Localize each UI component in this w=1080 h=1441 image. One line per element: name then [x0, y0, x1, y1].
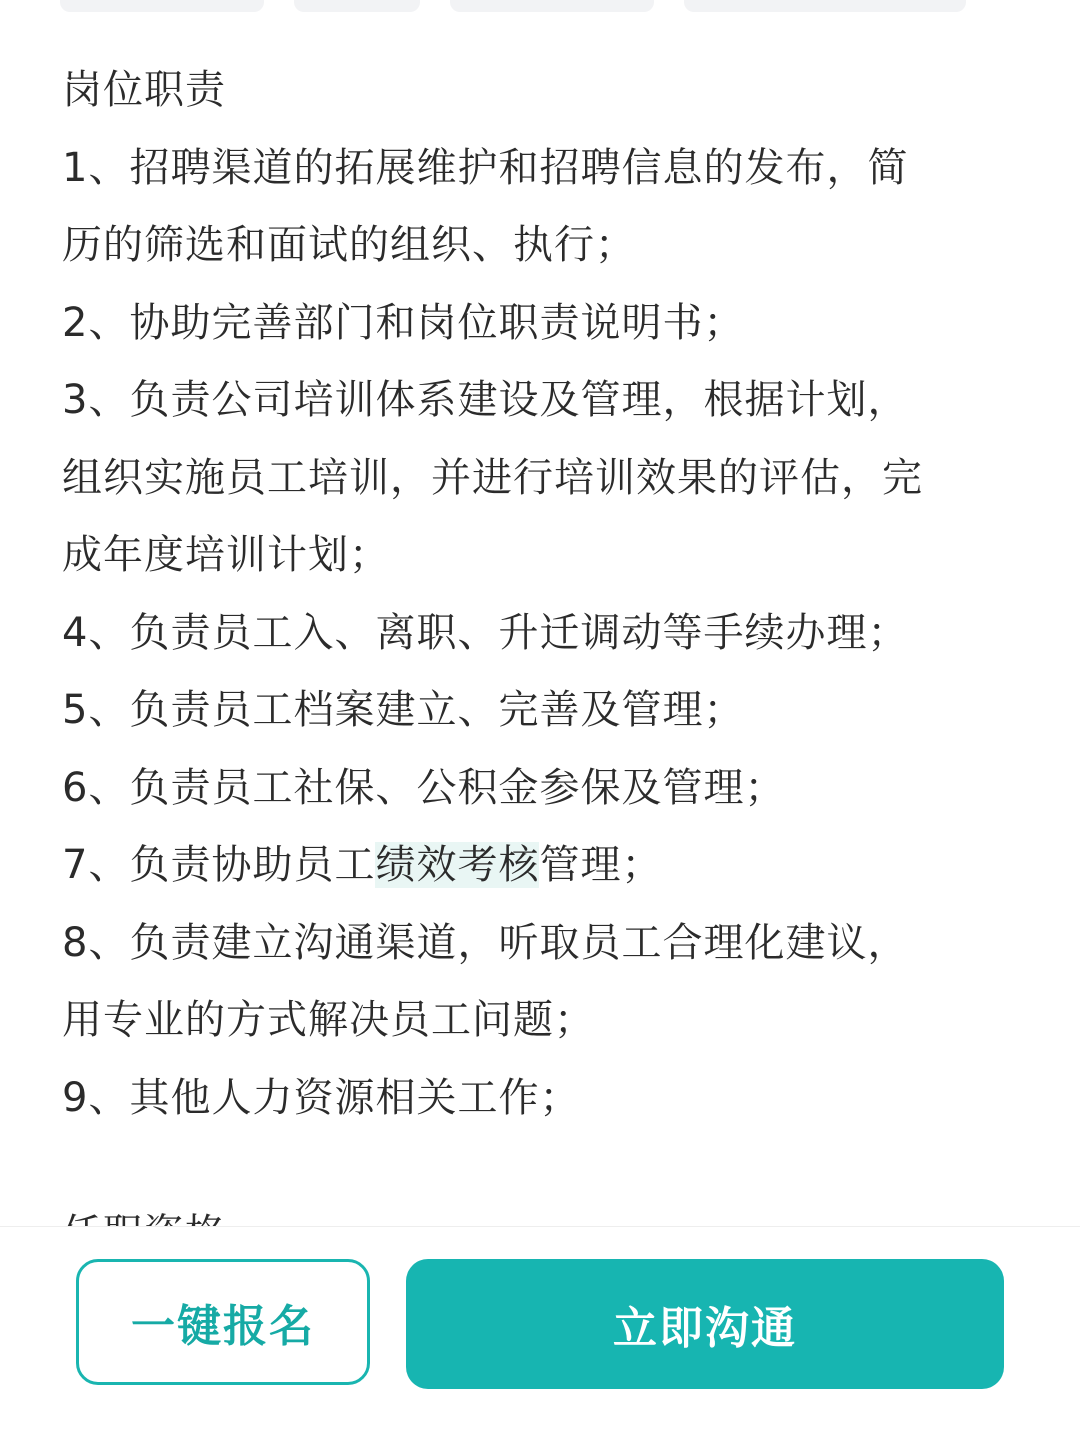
duty-line: 历的筛选和面试的组织、执行；: [62, 222, 636, 268]
chat-now-button[interactable]: 立即沟通: [406, 1259, 1004, 1389]
tag-chip[interactable]: [60, 0, 264, 12]
duty-line: 用专业的方式解决员工问题；: [62, 997, 595, 1043]
duty-line-7-suffix: 管理；: [539, 842, 663, 888]
duty-line: 8、负责建立沟通渠道，听取员工合理化建议，: [62, 919, 909, 966]
duty-line: 6、负责员工社保、公积金参保及管理；: [62, 764, 786, 811]
duty-line: 2、协助完善部门和岗位职责说明书；: [62, 299, 745, 346]
duty-line-7-prefix: 7、负责协助员工: [62, 842, 376, 888]
tag-chip[interactable]: [684, 0, 966, 12]
duty-line-7: [62, 827, 1022, 905]
job-description: [62, 52, 1022, 1137]
quick-apply-button[interactable]: 一键报名: [76, 1259, 370, 1385]
tag-chip[interactable]: [294, 0, 420, 12]
next-section-title: [62, 1196, 226, 1228]
highlighted-keyword[interactable]: 绩效考核: [375, 842, 540, 888]
duty-line: 3、负责公司培训体系建设及管理，根据计划，: [62, 377, 909, 423]
duty-line: 1、招聘渠道的拓展维护和招聘信息的发布，简: [62, 144, 909, 191]
tag-row: [0, 0, 1080, 14]
duty-line: 成年度培训计划；: [62, 532, 390, 578]
duty-line: 9、其他人力资源相关工作；: [62, 1074, 581, 1121]
duty-line: 5、负责员工档案建立、完善及管理；: [62, 687, 745, 733]
bottom-action-bar: [0, 1226, 1080, 1441]
tag-chip[interactable]: [450, 0, 654, 12]
section-title: 岗位职责: [62, 67, 226, 113]
duty-line: 组织实施员工培训，并进行培训效果的评估，完: [62, 454, 923, 501]
duty-line: 4、负责员工入、离职、升迁调动等手续办理；: [62, 609, 909, 656]
